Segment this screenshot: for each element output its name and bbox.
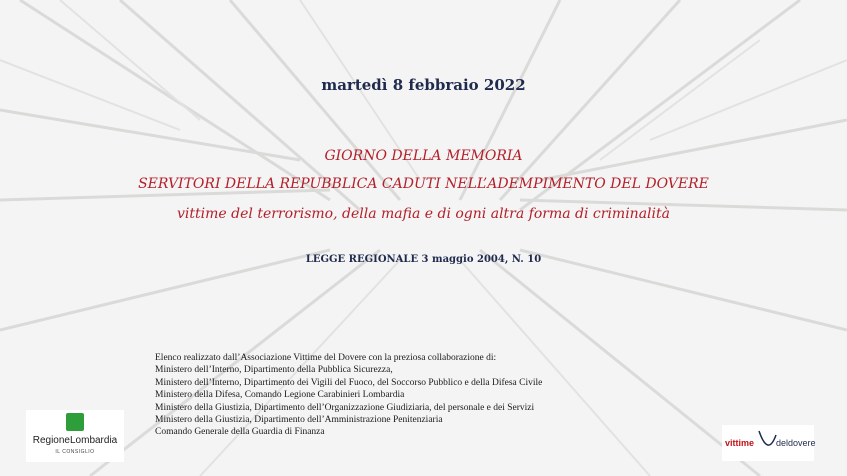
event-date: martedì 8 febbraio 2022 xyxy=(321,76,526,94)
title-line-3: vittime del terrorismo, della mafia e di ogni altra forma di criminalità xyxy=(177,206,670,222)
credits-line: Ministero dell’Interno, Dipartimento della Pubblica Sicurezza, xyxy=(155,365,393,376)
regione-lombardia-logo xyxy=(26,410,124,462)
vittime-del-dovere-mark-icon xyxy=(756,427,778,459)
vittime-del-dovere-logo xyxy=(722,425,814,461)
credits-line: Elenco realizzato dall’Associazione Vittime del Dovere con la preziosa collaborazione di: xyxy=(155,353,497,363)
credits-line: Ministero della Difesa, Comando Legione Carabinieri Lombardia xyxy=(155,390,405,401)
credits-line: Ministero dell’Interno, Dipartimento dei Vigili del Fuoco, del Soccorso Pubblico e della Difesa Civile xyxy=(155,377,543,388)
credits-line: Ministero della Giustizia, Dipartimento dell’Organizzazione Giudiziaria, del personale e dei Servizi xyxy=(155,402,535,413)
title-line-1: GIORNO DELLA MEMORIA xyxy=(324,148,523,164)
title-line-2: SERVITORI DELLA REPUBBLICA CADUTI NELL’ADEMPIMENTO DEL DOVERE xyxy=(138,176,709,192)
law-reference: LEGGE REGIONALE 3 maggio 2004, N. 10 xyxy=(305,254,542,265)
credits-line: Ministero della Giustizia, Dipartimento dell’Amministrazione Penitenziaria xyxy=(155,415,443,426)
credits-list xyxy=(155,352,542,439)
regione-lombardia-subtitle: IL CONSIGLIO xyxy=(55,449,95,455)
regione-lombardia-emblem-icon xyxy=(66,413,84,431)
vittime-del-dovere-text-a: vittime xyxy=(725,438,755,448)
regione-lombardia-name: RegioneLombardia xyxy=(32,435,118,446)
credits-line: Comando Generale della Guardia di Finanza xyxy=(155,427,325,438)
vittime-del-dovere-text-b: deldovere xyxy=(776,438,816,448)
